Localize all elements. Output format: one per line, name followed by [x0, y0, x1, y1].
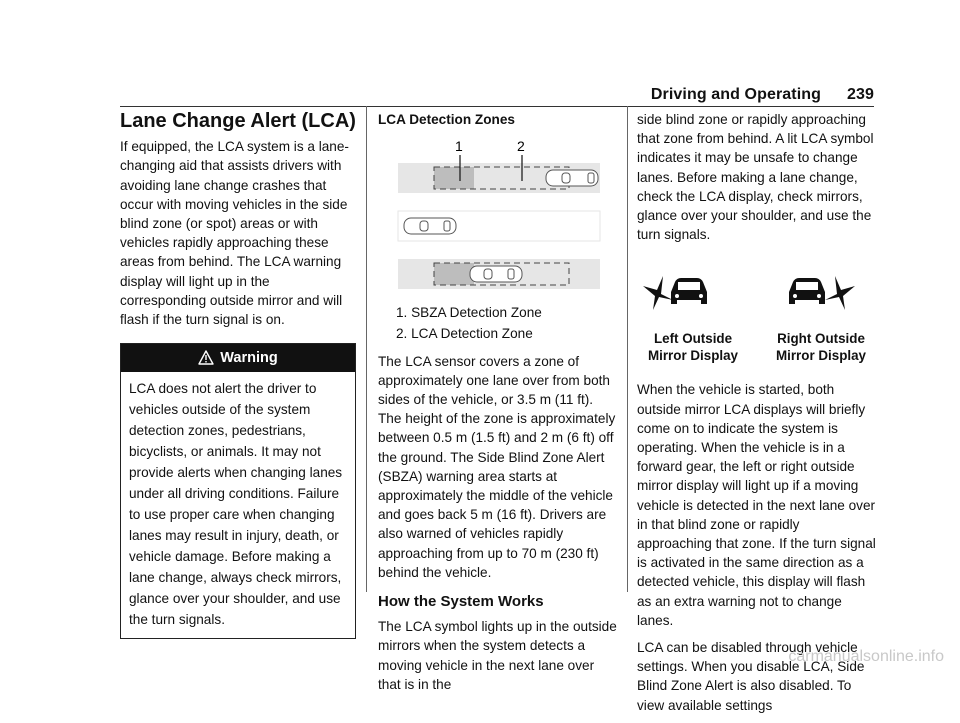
car-icon	[546, 170, 598, 186]
running-header	[651, 86, 874, 104]
section-heading: Lane Change Alert (LCA)	[120, 110, 356, 132]
detection-zones-diagram	[378, 135, 610, 295]
figure-title: LCA Detection Zones	[378, 112, 515, 127]
car-icon	[470, 266, 522, 282]
body-paragraph: When the vehicle is started, both outside mirror LCA displays will briefly come on to indicate the system is operating. When the vehicle is in a forward gear, the left or right outside mirror display will light up if a moving vehicle is detected in the next lane over in that blind zone or rapidly approaching that zone. If the turn signal is activated in the same direction as a detected vehicle, this display will flash as an extra warning not to change lanes.	[637, 382, 876, 628]
caption-right: Right Outside Mirror Display	[775, 331, 867, 364]
car-icon	[404, 218, 456, 234]
figure-legend	[378, 303, 618, 343]
legend-item: 1. SBZA Detection Zone	[396, 305, 542, 321]
mirror-display-figure	[637, 252, 877, 322]
callout-1: 1	[455, 138, 463, 155]
watermark: carmanualsonline.info	[788, 648, 944, 665]
warning-header	[121, 344, 355, 372]
legend-item: 2. LCA Detection Zone	[396, 326, 533, 342]
body-paragraph: LCA can be disabled through vehicle settings. When you disable LCA, Side Blind Zone Alert is also disabled. To view available settings	[637, 640, 865, 713]
warning-text: LCA does not alert the driver to vehicles outside of the system detection zones, pedestrians, bicyclists, or animals. It may not provide alerts when changing lanes under all driving conditions. Failure to use proper care when changing lanes may result in injury, death, or vehicle damage. Before making a lane change, always check mirrors, glance over your shoulder, and use the turn signals.	[129, 381, 343, 628]
warning-title: Warning	[220, 349, 278, 366]
header-rule	[120, 106, 874, 107]
mirror-captions	[637, 330, 877, 364]
column-3	[637, 110, 877, 723]
column-1	[120, 110, 356, 639]
column-divider	[366, 106, 367, 592]
body-paragraph: side blind zone or rapidly approaching that zone from behind. A lit LCA symbol indicates it may be unsafe to change lanes. Before making a lane change, check the LCA display, check mirrors, glance over your shoulder, and use the turn signals.	[637, 112, 874, 243]
section-title: Driving and Operating	[650, 86, 821, 103]
intro-paragraph: If equipped, the LCA system is a lane-changing aid that assists drivers with avoiding lane change crashes that occur with moving vehicles in the side blind zone (or spot) areas or with vehicles rapidly approaching these areas from behind. The LCA warning display will light up in the corresponding outside mirror and will flash if the turn signal is on.	[120, 139, 349, 328]
sbza-zone-top	[434, 167, 474, 189]
column-2	[378, 110, 618, 702]
body-paragraph: The LCA symbol lights up in the outside mirrors when the system detects a moving vehicle in the next lane over that is in the	[378, 619, 617, 692]
subheading: How the System Works	[378, 593, 544, 611]
right-mirror-lca-icon	[789, 276, 855, 310]
page-number: 239	[847, 86, 874, 103]
warning-box	[120, 343, 356, 639]
caption-left: Left Outside Mirror Display	[647, 331, 739, 364]
left-mirror-lca-icon	[643, 276, 707, 310]
callout-2: 2	[517, 138, 525, 155]
sbza-zone-bottom	[434, 263, 474, 285]
column-divider	[627, 106, 628, 592]
body-paragraph: The LCA sensor covers a zone of approximately one lane over from both sides of the vehicle, or 3.5 m (11 ft). The height of the zone is approximately between 0.5 m (1.5 ft) and 2 m (6 ft) off the ground. The Side Blind Zone Alert (SBZA) warning area starts at approximately the middle of the vehicle and goes back 5 m (16 ft). Drivers are also warned of vehicles rapidly approaching from up to 70 m (230 ft) behind the vehicle.	[378, 353, 616, 580]
warning-icon	[198, 350, 214, 366]
